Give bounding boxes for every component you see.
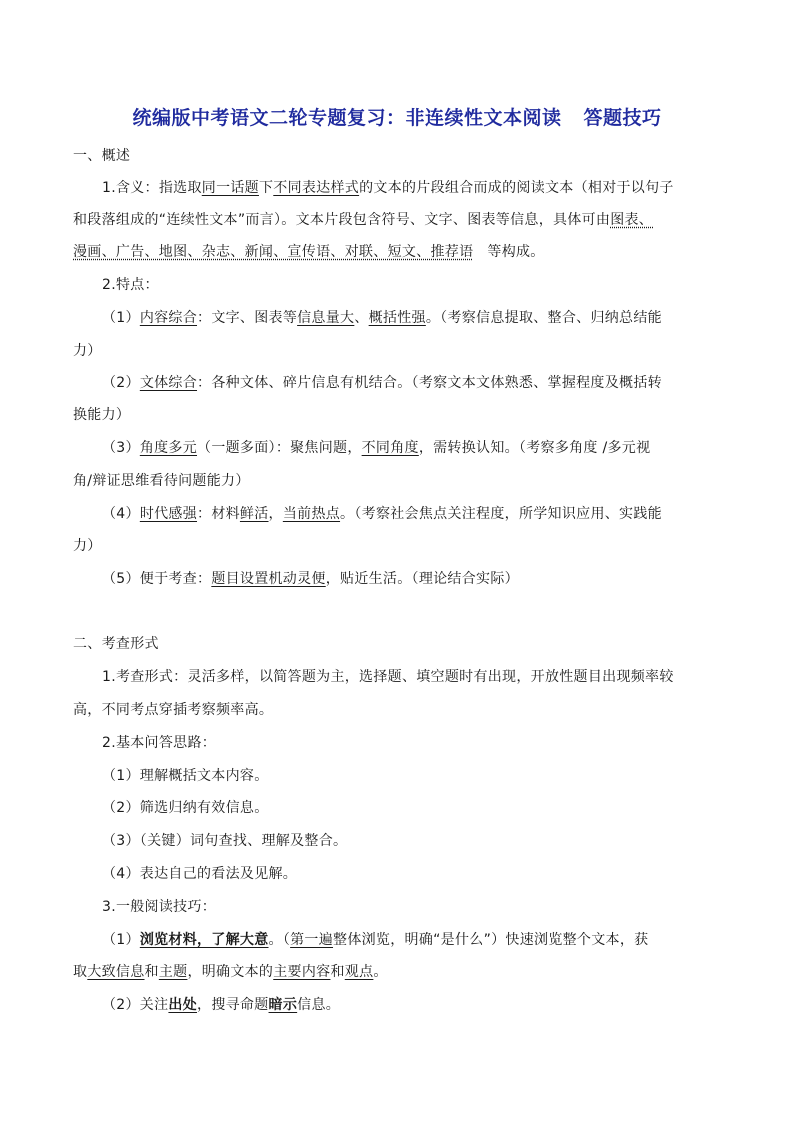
document-title: 统编版中考语文二轮专题复习：非连续性文本阅读 答题技巧 — [132, 107, 662, 129]
features-label: 2.特点： — [102, 277, 159, 293]
feature-3-cont: 角/辩证思维看待问题能力） — [73, 473, 250, 489]
skills-label: 3.一般阅读技巧： — [102, 899, 217, 915]
feature-5: （5）便于考查：题目设置机动灵便，贴近生活。（理论结合实际） — [102, 571, 519, 587]
approach-1: （1）理解概括文本内容。 — [102, 768, 269, 784]
approach-label: 2.基本问答思路： — [102, 735, 217, 751]
definition-line-3: 漫画、广告、地图、杂志、新闻、宣传语、对联、短文、推荐语 等构成。 — [73, 244, 545, 260]
skill-2: （2）关注出处，搜寻命题暗示信息。 — [102, 997, 341, 1013]
feature-1-cont: 力） — [73, 343, 102, 359]
approach-2: （2）筛选归纳有效信息。 — [102, 800, 269, 816]
exam-form-line-1: 1.考查形式：灵活多样，以简答题为主，选择题、填空题时有出现，开放性题目出现频率较 — [102, 669, 674, 685]
feature-4-cont: 力） — [73, 538, 102, 554]
feature-2-cont: 换能力） — [73, 407, 131, 423]
approach-3: （3）（关键）词句查找、理解及整合。 — [102, 833, 348, 849]
feature-1: （1）内容综合：文字、图表等信息量大、概括性强。（考察信息提取、整合、归纳总结能 — [102, 310, 662, 326]
skill-1-cont: 取大致信息和主题，明确文本的主要内容和观点。 — [73, 964, 388, 980]
approach-4: （4）表达自己的看法及见解。 — [102, 866, 298, 882]
exam-form-line-2: 高，不同考点穿插考察频率高。 — [73, 702, 274, 718]
section1-heading: 一、概述 — [73, 148, 131, 164]
skill-1: （1）浏览材料，了解大意。（第一遍整体浏览，明确“是什么”）快速浏览整个文本，获 — [102, 932, 649, 948]
feature-2: （2）文体综合：各种文体、碎片信息有机结合。（考察文本文体熟悉、掌握程度及概括转 — [102, 375, 662, 391]
feature-4: （4）时代感强：材料鲜活，当前热点。（考察社会焦点关注程度，所学知识应用、实践能 — [102, 506, 662, 522]
section2-heading: 二、考查形式 — [73, 636, 159, 652]
definition-line-2: 和段落组成的“连续性文本”而言）。文本片段包含符号、文字、图表等信息，具体可由图表、 — [73, 212, 654, 228]
definition-line-1: 1.含义：指选取同一话题下不同表达样式的文本的片段组合而成的阅读文本（相对于以句子 — [102, 180, 674, 196]
feature-3: （3）角度多元（一题多面）：聚焦问题，不同角度，需转换认知。（考察多角度 /多元视 — [102, 440, 651, 456]
